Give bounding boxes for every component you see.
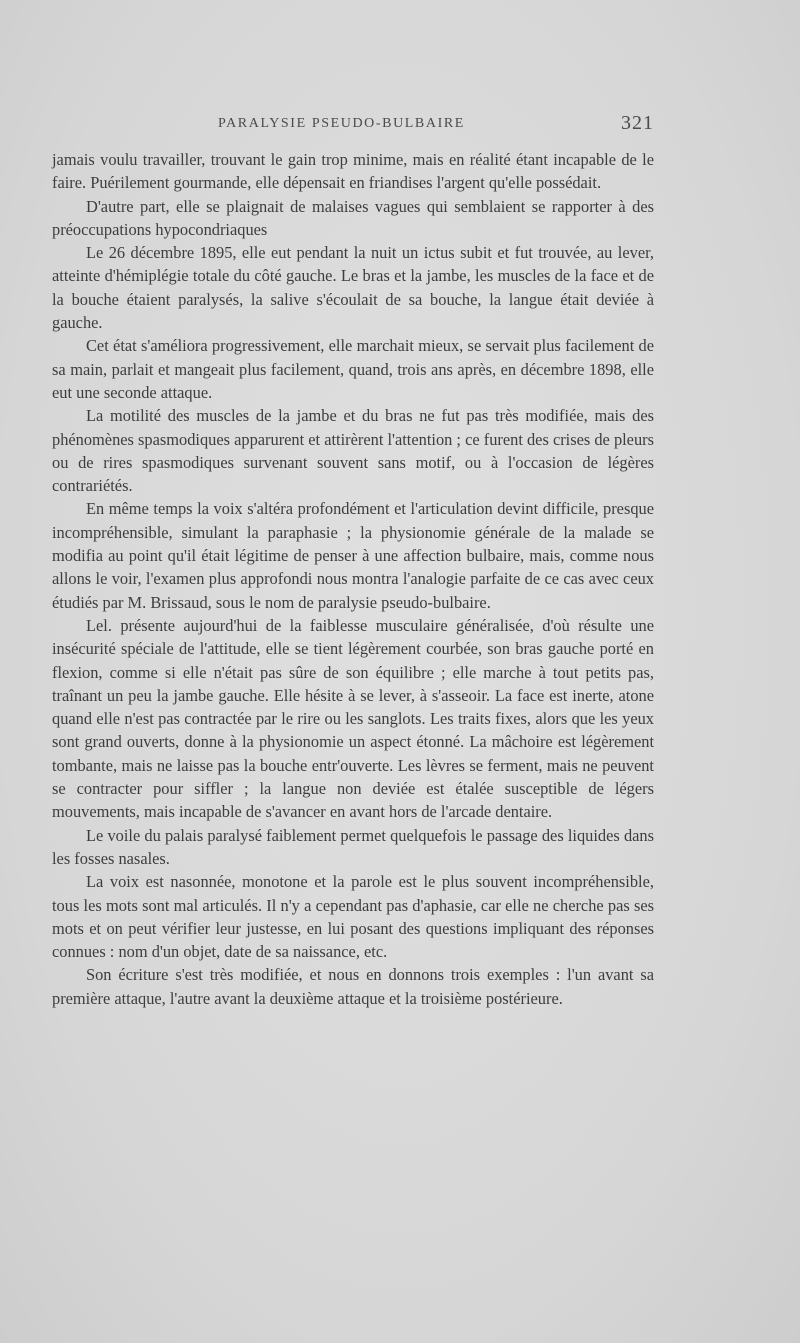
body-text (52, 148, 654, 1010)
paragraph-5: La motilité des muscles de la jambe et du bras ne fut pas très modifiée, mais des phénomènes spasmodiques apparurent et attirèrent l'attention ; ce furent des crises de pleurs ou de rires spasmodiques survenant souvent sans motif, ou à l'occasion de légères contrariétés. (52, 406, 654, 496)
running-head-title: PARALYSIE PSEUDO-BULBAIRE (218, 116, 465, 131)
running-head (52, 112, 654, 138)
paragraph-9: La voix est nasonnée, monotone et la parole est le plus souvent incompréhensible, tous les mots sont mal articulés. Il n'y a cependant pas d'aphasie, car elle ne cherche pas ses mots et on peut vérifier leur justesse, en lui posant des questions impliquant des réponses connues : nom d'un objet, date de sa naissance, etc. (52, 872, 654, 962)
paragraph-7: Lel. présente aujourd'hui de la faiblesse musculaire généralisée, d'où résulte une insécurité spéciale de l'attitude, elle se tient légèrement courbée, son bras gauche porté en flexion, comme si elle n'était pas sûre de son équilibre ; elle marche à tout petits pas, traînant un peu la jambe gauche. Elle hésite à se lever, à s'asseoir. La face est inerte, atone quand elle n'est pas contractée par le rire ou les sanglots. Les traits fixes, alors que les yeux sont grand ouverts, donne à la physionomie un aspect étonné. La mâchoire est légèrement tombante, mais ne laisse pas la bouche entr'ouverte. Les lèvres se ferment, mais ne peuvent se contracter pour siffler ; la langue non deviée est étalée susceptible de légers mouvements, mais incapable de s'avancer en avant hors de l'arcade dentaire. (52, 615, 654, 822)
paragraph-4: Cet état s'améliora progressivement, elle marchait mieux, se servait plus facilement de sa main, parlait et mangeait plus facilement, quand, trois ans après, en décembre 1898, elle eut une seconde attaque. (52, 336, 654, 402)
paragraph-10: Son écriture s'est très modifiée, et nous en donnons trois exemples : l'un avant sa première attaque, l'autre avant la deuxième attaque et la troisième postérieure. (52, 965, 654, 1008)
paragraph-6: En même temps la voix s'altéra profondément et l'articulation devint difficile, presque incompréhensible, simulant la paraphasie ; la physionomie générale de la malade se modifia au point qu'il était légitime de penser à une affection bulbaire, mais, comme nous allons le voir, l'examen plus approfondi nous montra l'analogie parfaite de ce cas avec ceux étudiés par M. Brissaud, sous le nom de paralysie pseudo-bulbaire. (52, 499, 654, 612)
page-number: 321 (621, 112, 654, 134)
paragraph-3: Le 26 décembre 1895, elle eut pendant la nuit un ictus subit et fut trouvée, au lever, atteinte d'hémiplégie totale du côté gauche. Le bras et la jambe, les muscles de la face et de la bouche étaient paralysés, la salive s'écoulait de sa bouche, la langue était deviée à gauche. (52, 243, 654, 333)
paragraph-2: D'autre part, elle se plaignait de malaises vagues qui semblaient se rapporter à des préoccupations hypocondriaques (52, 196, 654, 239)
paragraph-8: Le voile du palais paralysé faiblement permet quelquefois le passage des liquides dans les fosses nasales. (52, 825, 654, 868)
paragraph-1-continued: jamais voulu travailler, trouvant le gain trop minime, mais en réalité étant incapable de le faire. Puérilement gourmande, elle dépensait en friandises l'argent qu'elle possédait. (52, 150, 654, 193)
